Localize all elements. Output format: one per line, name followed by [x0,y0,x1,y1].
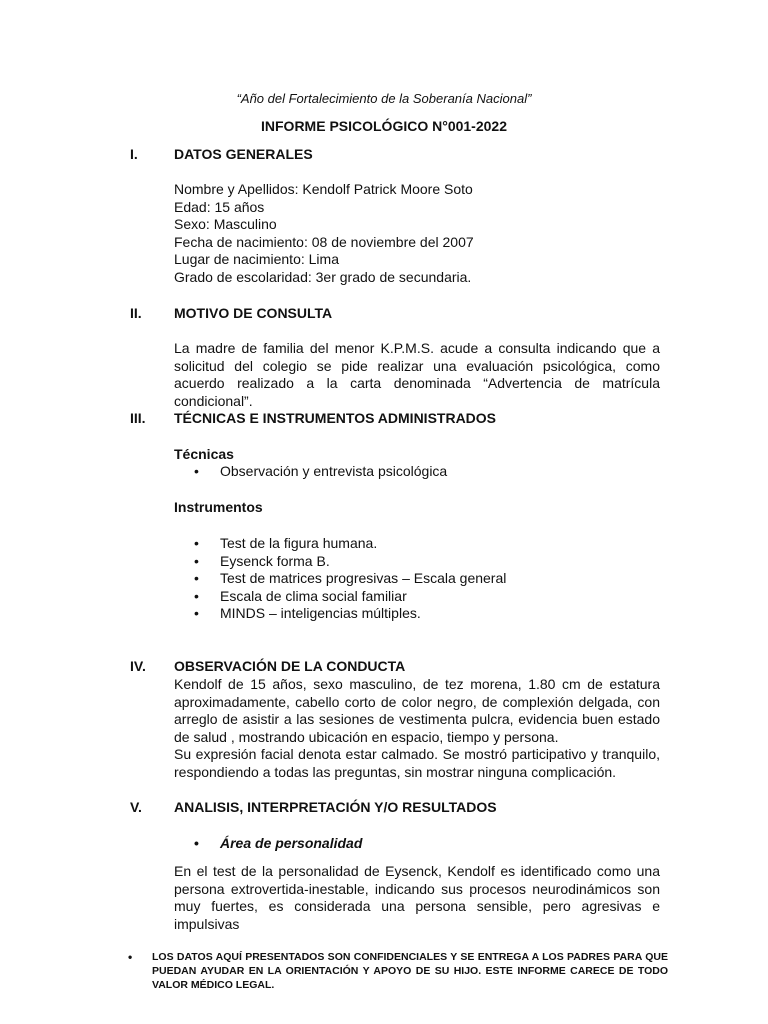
datos-line-escolaridad: Grado de escolaridad: 3er grado de secundaria. [174,268,472,285]
list-item: • MINDS – inteligencias múltiples. [194,605,421,622]
year-motto: “Año del Fortalecimiento de la Soberanía Nacional” [236,91,532,106]
datos-line-nombre: Nombre y Apellidos: Kendolf Patrick Moore Soto [174,181,473,197]
datos-line-edad: Edad: 15 años [174,198,265,215]
instrumentos-list [194,535,506,623]
section-number: II. [130,305,142,321]
tecnicas-list [194,463,447,481]
footer-text: LOS DATOS AQUÍ PRESENTADOS SON CONFIDENCIALES Y SE ENTREGA A LOS PADRES PARA QUE PUEDAN AYUDAR EN LA ORIENTACIÓN Y APOYO DE SU HIJO. ESTE INFORME CARECE DE TODO VALOR MÉDICO LEGAL. [152,951,668,991]
section-number: IV. [130,658,146,674]
confidentiality-footer [128,950,668,992]
analisis-paragraph [174,863,660,933]
bullet-icon: • [194,605,199,622]
list-item: • Eysenck forma B. [194,552,330,569]
datos-line-sexo: Sexo: Masculino [174,216,277,233]
section-heading-tecnicas-instrumentos [130,410,496,426]
bullet-icon: • [194,463,199,479]
list-item: • Observación y entrevista psicológica [194,463,448,479]
list-item: • Test de la figura humana. [194,535,378,551]
datos-line-fecha-nacimiento: Fecha de nacimiento: 08 de noviembre del 2007 [174,233,474,250]
section-title: DATOS GENERALES [174,146,313,162]
observacion-text: Su expresión facial denota estar calmado. Se mostró participativo y tranquilo, respondiendo a todas las preguntas, sin mostrar ninguna complicación. [174,746,660,780]
observacion-text: Kendolf de 15 años, sexo masculino, de tez morena, 1.80 cm de estatura aproximadamente, cabello corto de color negro, de complexión delgada, con arreglo de asistir a las sesiones de vestimenta pulcra, evidencia buen estado de salud , mostrando ubicación en espacio, tiempo y persona. [174,676,660,745]
motivo-paragraph [174,340,660,410]
section-title: MOTIVO DE CONSULTA [174,305,333,321]
list-item: • Test de matrices progresivas – Escala general [194,570,507,587]
bullet-icon: • [194,552,199,569]
report-title: INFORME PSICOLÓGICO N°001-2022 [261,118,507,134]
instrumentos-label: Instrumentos [174,499,263,515]
bullet-icon: • [194,570,199,587]
motivo-text: La madre de familia del menor K.P.M.S. acude a consulta indicando que a solicitud del colegio se pide realizar una evaluación psicológica, como acuerdo realizado a la carta denominada “Advertencia de matrícula condicional”. [174,340,660,409]
section-heading-analisis-resultados [130,799,497,815]
observacion-paragraph [174,676,660,782]
list-item: • Escala de clima social familiar [194,587,407,604]
section-heading-datos-generales [130,146,313,162]
datos-generales-list [174,181,660,287]
area-personalidad-heading [194,835,362,851]
bullet-icon: • [194,587,199,604]
datos-line-lugar-nacimiento: Lugar de nacimiento: Lima [174,251,339,268]
section-number: V. [130,799,142,815]
section-heading-observacion-conducta [130,658,405,674]
bullet-icon: • [194,535,199,551]
section-number: I. [130,146,138,162]
analisis-text: En el test de la personalidad de Eysenck, Kendolf es identificado como una persona extrovertida-inestable, indicando sus procesos neurodinámicos son muy fuertes, es considerada una persona sensible, pero agresivas e impulsivas [174,863,660,932]
bullet-icon: • [128,950,133,964]
section-title: TÉCNICAS E INSTRUMENTOS ADMINISTRADOS [174,410,497,426]
section-number: III. [130,410,146,426]
section-heading-motivo-consulta [130,305,332,321]
tecnicas-label: Técnicas [174,446,234,462]
bullet-icon: • [194,835,199,851]
section-title: ANALISIS, INTERPRETACIÓN Y/O RESULTADOS [174,799,497,815]
section-title: OBSERVACIÓN DE LA CONDUCTA [174,658,406,674]
area-label: Área de personalidad [220,835,363,851]
